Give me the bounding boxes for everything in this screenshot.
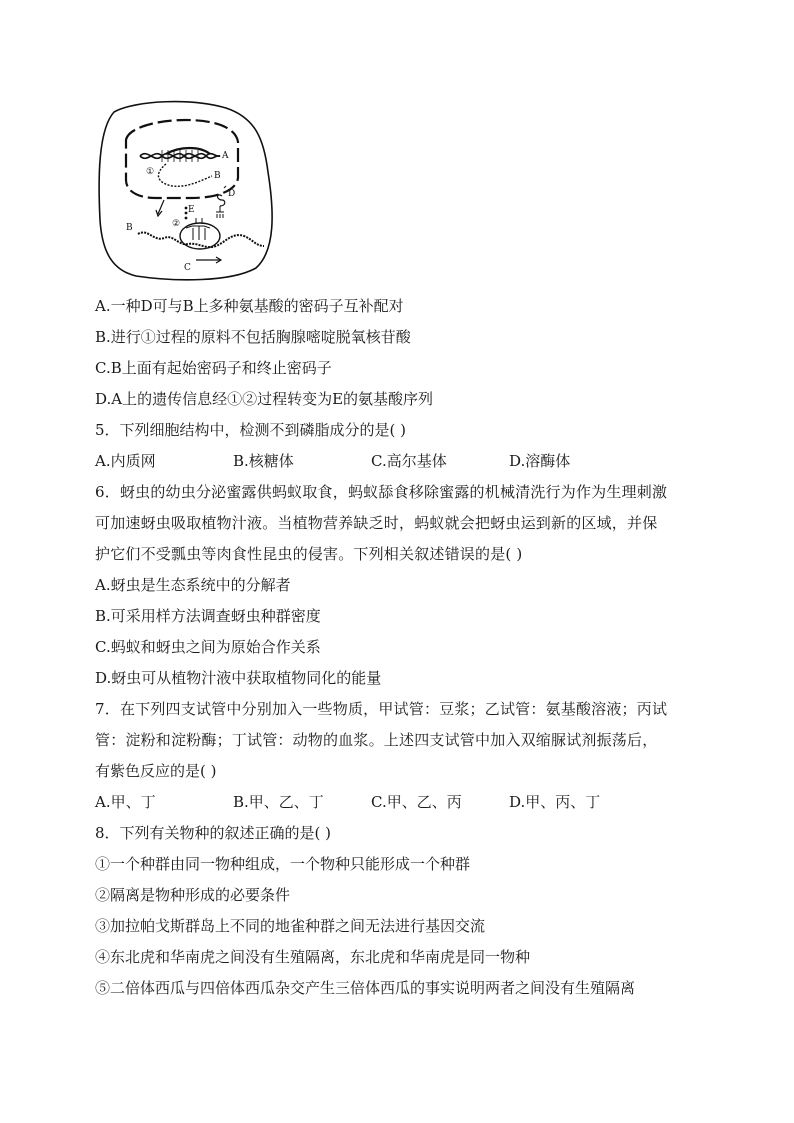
label-B-left: B	[126, 223, 133, 233]
q7-option-b: B.甲、乙、丁	[233, 793, 324, 811]
dna-helix	[140, 148, 220, 162]
mrna-strand-nucleus	[158, 164, 212, 186]
q7-stem-line-1: 7．在下列四支试管中分别加入一些物质，甲试管：豆浆；乙试管：氨基酸溶液；丙试	[95, 700, 668, 718]
q4-option-c: C.B上面有起始密码子和终止密码子	[95, 359, 332, 377]
q8-stem: 8．下列有关物种的叙述正确的是( )	[95, 824, 332, 842]
q5-option-d: D.溶酶体	[509, 452, 571, 470]
q8-statement-3: ③加拉帕戈斯群岛上不同的地雀种群之间无法进行基因交流	[95, 917, 486, 935]
q8-statement-1: ①一个种群由同一物种组成，一个物种只能形成一个种群	[95, 855, 471, 873]
q6-option-b: B.可采用样方法调查蚜虫种群密度	[95, 607, 321, 625]
q6-option-c: C.蚂蚁和蚜虫之间为原始合作关系	[95, 638, 321, 656]
q8-statement-2: ②隔离是物种形成的必要条件	[95, 886, 291, 904]
q5-option-b: B.核糖体	[233, 452, 294, 470]
q7-option-a: A.甲、丁	[95, 793, 156, 811]
label-E: E	[188, 205, 195, 215]
q7-stem-line-2: 管：淀粉和淀粉酶；丁试管：动物的血浆。上述四支试管中加入双缩脲试剂振荡后，	[95, 731, 658, 749]
q6-stem-line-2: 可加速蚜虫吸取植物汁液。当植物营养缺乏时，蚂蚁就会把蚜虫运到新的区域，并保	[95, 514, 658, 532]
label-D: D	[228, 189, 236, 199]
trna-molecule	[216, 186, 226, 218]
label-step2: ②	[172, 219, 181, 229]
q4-option-b: B.进行①过程的原料不包括胸腺嘧啶脱氧核苷酸	[95, 328, 411, 346]
polypeptide-chain	[185, 207, 188, 220]
q7-stem-line-3: 有紫色反应的是( )	[95, 762, 217, 780]
label-B-top: B	[214, 171, 221, 181]
q4-option-d: D.A上的遗传信息经①②过程转变为E的氨基酸序列	[95, 390, 434, 408]
q6-option-d: D.蚜虫可从植物汁液中获取植物同化的能量	[95, 669, 382, 687]
label-A: A	[222, 151, 229, 161]
gene-expression-diagram	[96, 100, 276, 282]
cell-outline	[99, 102, 272, 280]
label-C: C	[184, 263, 191, 273]
label-step1: ①	[146, 167, 155, 177]
q4-option-a: A.一种D可与B上多种氨基酸的密码子互补配对	[95, 297, 404, 315]
q7-option-c: C.甲、乙、丙	[371, 793, 462, 811]
q5-option-a: A.内质网	[95, 452, 156, 470]
q7-option-d: D.甲、丙、丁	[509, 793, 601, 811]
q5-option-c: C.高尔基体	[371, 452, 447, 470]
q5-stem: 5．下列细胞结构中，检测不到磷脂成分的是( )	[95, 421, 407, 439]
q6-stem-line-3: 护它们不受瓢虫等肉食性昆虫的侵害。下列相关叙述错误的是( )	[95, 545, 523, 563]
q8-statement-5: ⑤二倍体西瓜与四倍体西瓜杂交产生三倍体西瓜的事实说明两者之间没有生殖隔离	[95, 979, 636, 997]
q8-statement-4: ④东北虎和华南虎之间没有生殖隔离，东北虎和华南虎是同一物种	[95, 948, 531, 966]
q6-option-a: A.蚜虫是生态系统中的分解者	[95, 576, 291, 594]
q6-stem-line-1: 6．蚜虫的幼虫分泌蜜露供蚂蚁取食，蚂蚁舔食移除蜜露的机械清洗行为作为生理刺激	[95, 483, 668, 501]
